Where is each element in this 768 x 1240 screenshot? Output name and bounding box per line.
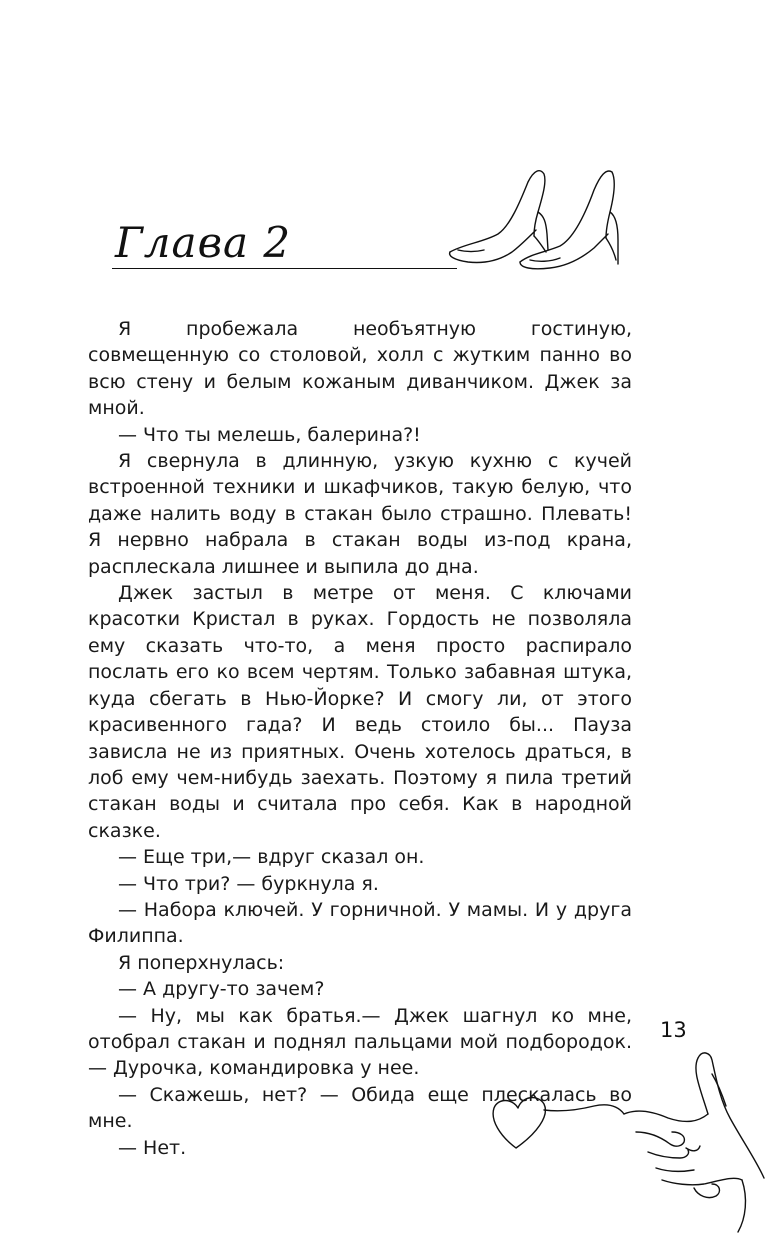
paragraph: Я поперхнулась: [118, 951, 285, 974]
high-heel-shoes-icon [446, 160, 626, 272]
paragraph: Я пробежала необъятную гостиную, совмещенную со столовой, холл с жутким панно во всю стену и белым кожаным диванчиком. Джек за мной. [88, 318, 632, 420]
page-number: 13 [660, 1018, 687, 1042]
chapter-title: Глава 2 [115, 218, 292, 267]
paragraph: Джек застыл в метре от меня. С ключами красотки Кристал в руках. Гордость не позволяла ему сказать что-то, а меня просто распирало послать его ко всем чертям. Только забавная штука, куда сбегать в Нью-Йорке? И смогу ли, от этого красивенного гада? И ведь стоило бы... Пауза зависла не из приятных. Очень хотелось драться, в лоб ему чем-нибудь заехать. Поэтому я пила третий стакан воды и считала про себя. Как в народной сказке. [88, 582, 632, 842]
paragraph: — Нет. [118, 1136, 187, 1159]
paragraph: — Что ты мелешь, балерина?! [118, 423, 421, 446]
hand-with-heart-icon [486, 1048, 768, 1240]
paragraph: — Ну, мы как братья.— Джек шагнул ко мне, отобрал стакан и поднял пальцами мой подбородок.— Дурочка, командировка у нее. [88, 1004, 632, 1080]
paragraph: — Набора ключей. У горничной. У мамы. И у друга Филиппа. [88, 898, 632, 948]
paragraph: — А другу-то зачем? [118, 978, 325, 1001]
paragraph: Я свернула в длинную, узкую кухню с кучей встроенной техники и шкафчиков, такую белую, что даже налить воду в стакан было страшно. Плевать! Я нервно набрала в стакан воды из-под крана, расплескала лишнее и выпила до дна. [88, 450, 632, 578]
paragraph: — Что три? — буркнула я. [118, 872, 379, 895]
body-text [88, 316, 632, 1161]
paragraph: — Еще три,— вдруг сказал он. [118, 846, 425, 869]
chapter-title-underline [112, 268, 457, 269]
paragraph: — Скажешь, нет? — Обида еще плескалась во мне. [88, 1083, 632, 1133]
